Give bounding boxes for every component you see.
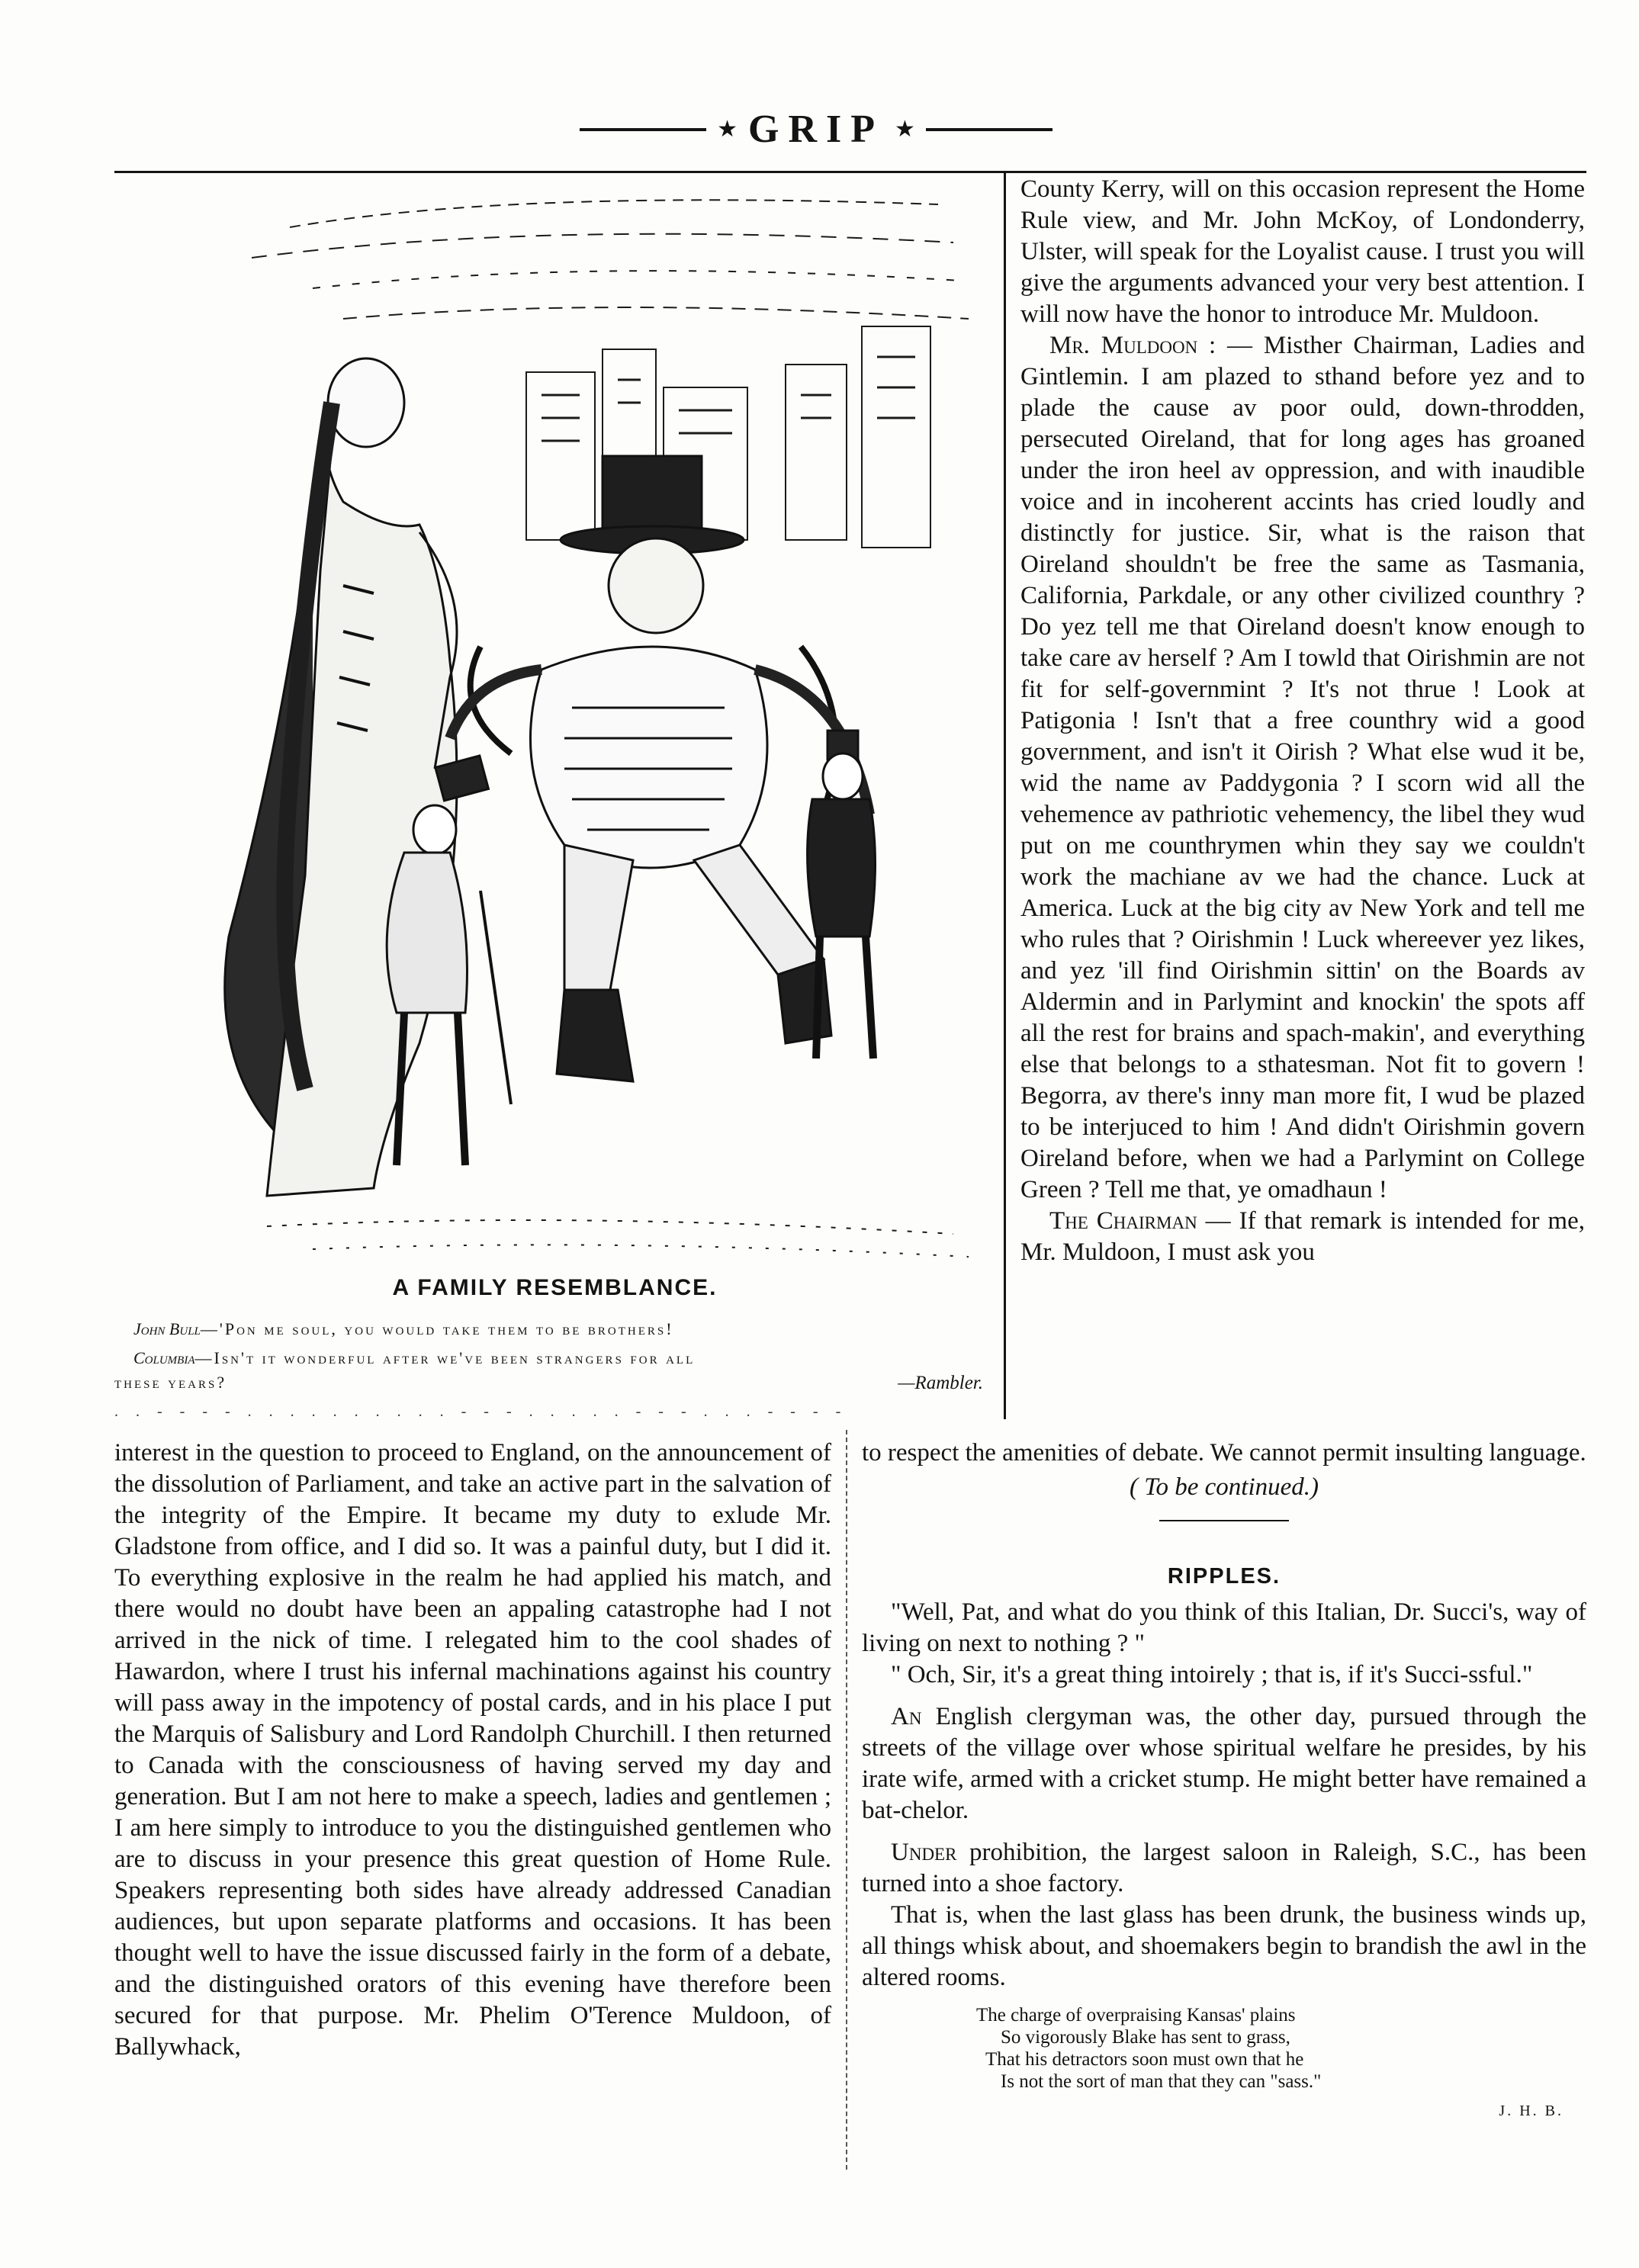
ripples-heading: RIPPLES. (1167, 1564, 1281, 1589)
masthead (580, 107, 1052, 153)
poem-line: That his detractors soon must own that he (985, 2049, 1304, 2070)
caption-line-john-bull (133, 1319, 980, 1339)
caption-text: these years? (114, 1373, 227, 1392)
top-rule (114, 171, 1586, 173)
signature: J. H. B. (1499, 2103, 1563, 2119)
speaker: Mr. Muldoon : (1049, 332, 1216, 359)
masthead-title: GRIP (748, 108, 884, 151)
poem (862, 2004, 1586, 2093)
cartoon-credit: —Rambler. (898, 1373, 983, 1393)
paragraph: interest in the question to proceed to England, on the announcement of the dissolution of Parliament, and take an active part in the salvation of the integrity of the Empire. It became my duty to exlude Mr. Gladstone from office, and I did so. It was a painful duty, but I did it. To everything explosive in the realm he had applied his match, and there would no doubt have been an appaling catastrophe had I not arrived in the nick of time. I relegated him to the cool shades of Hawardon, where I trust his infernal machinations against his country will pass away in the impotency of postal cards, and in his place I put the Marquis of Salisbury and Lord Randolph Churchill. I then returned to Canada with the consciousness of having served my day and generation. But I am not here to make a speech, ladies and gentlemen ; I am here simply to introduce to you the distinguished gentlemen who are to discuss in your presence this great question of Home Rule. Speakers representing both sides have already addressed Canadian audiences, but upon separate platforms and occasions. It has been thought well to have the issue discussed fairly in the form of a debate, and the distinguished orators of this evening have therefore been secured for that purpose. Mr. Phelim O'Terence Muldoon, of Ballywhack, (114, 1439, 831, 2061)
caption-speaker: John Bull (133, 1319, 201, 1338)
caption-text: —Isn't it wonderful after we've been strangers for all (194, 1348, 696, 1367)
masthead-rule-left (580, 128, 706, 131)
paragraph (862, 1837, 1586, 1900)
cartoon-illustration (114, 174, 995, 1272)
paragraph (862, 1701, 1586, 1826)
right-column (1020, 174, 1585, 1268)
paragraph (1020, 330, 1585, 1206)
paragraph: " Och, Sir, it's a great thing intoirely ; that is, if it's Succi-ssful." (891, 1661, 1533, 1688)
caption-line-columbia (133, 1348, 980, 1368)
paragraph-text: English clergyman was, the other day, pursued through the streets of the village over whose spiritual welfare he presides, by his irate wife, armed with a cricket stump. He might better have remained a bat-chelor. (862, 1703, 1586, 1824)
dotted-divider: . . - - - - . . . . . . . . . . - - - . . . . . - - - . . . - - - - (114, 1403, 848, 1418)
masthead-rule-right (926, 128, 1052, 131)
poem-line: So vigorously Blake has sent to grass, (1001, 2027, 1290, 2048)
star-ornament-icon: ★ (895, 117, 915, 142)
lower-right-column (862, 1438, 1586, 2127)
speaker: The Chairman (1049, 1207, 1197, 1235)
paragraph-text: — Misther Chairman, Ladies and Gintlemin. I am plazed to sthand before yez and to plade the cause av poor ould, down-throdden, persecuted Oireland, that for long ages has groaned under the iron heel av oppression, and with inaudible voice and in incoherent accints has cried loudly and distinctly for justice. Sir, what is the raison that Oireland shouldn't be free the same as Tasmania, California, Parkdale, or any other civilized counthry ? Do yez tell me that Oireland doesn't know enough to take care av herself ? Am I towld that Oirishmin are not fit for self-governmint ? It's not thrue ! Look at Patigonia ! Isn't that a free counthry wid a good government, and isn't it Oirish ? What else wud it be, wid the name av Paddygonia ? I scorn wid all the vehemence av pathriotic vehemency, the libel they wud put on me counthrymen whin they say we couldn't work the machiane av we had the chance. Luck at America. Luck at the big city av New York and tell me who rules that ? Oirishmin ! Luck whereever yez likes, and yez 'ill find Oirishmin sittin' on the Boards av Aldermin and in Parlymint and knockin' the spots aff all the rest for brains and spach-makin', and everything else that belongs to a sthatesman. Not fit to govern ! Begorra, av there's inny man more fit, I wud be plazed to be interjuced to him ! And didn't Oirishmin govern Oireland before, when we had a Parlymint on College Green ? Tell me that, ye omadhaun ! (1020, 332, 1585, 1203)
paragraph: County Kerry, will on this occasion represent the Home Rule view, and Mr. John McKoy, of Londonderry, Ulster, will speak for the Loyalist cause. I trust you will give the arguments advanced your very best attention. I will now have the honor to introduce Mr. Muldoon. (1020, 175, 1585, 328)
paragraph: to respect the amenities of debate. We cannot permit insulting language. (862, 1439, 1586, 1466)
lower-column-rule (846, 1430, 849, 2170)
left-column (114, 1438, 831, 2063)
paragraph (1020, 1206, 1585, 1268)
paragraph: "Well, Pat, and what do you think of this Italian, Dr. Succi's, way of living on next to nothing ? " (862, 1598, 1586, 1657)
lead-word: Under (891, 1839, 957, 1866)
cartoon-title: A FAMILY RESEMBLANCE. (392, 1275, 718, 1300)
paragraph: That is, when the last glass has been drunk, the business winds up, all things whisk about, and shoemakers begin to brandish the awl in the altered rooms. (862, 1901, 1586, 1991)
cartoon-drawing (114, 174, 995, 1272)
to-be-continued: ( To be continued.) (1129, 1473, 1319, 1501)
caption-speaker: Columbia (133, 1348, 195, 1367)
poem-line: Is not the sort of man that they can "sass." (1001, 2071, 1322, 2092)
star-ornament-icon: ★ (717, 117, 738, 142)
caption-line-continued (114, 1373, 961, 1393)
column-rule (1004, 172, 1006, 1419)
paragraph-text: — If that remark is intended for me, Mr. Muldoon, I must ask you (1020, 1207, 1585, 1266)
poem-line: The charge of overpraising Kansas' plains (976, 2005, 1296, 2025)
lead-word: An (891, 1703, 922, 1730)
paragraph-text: prohibition, the largest saloon in Raleigh, S.C., has been turned into a shoe factory. (862, 1839, 1586, 1897)
caption-text: —'Pon me soul, you would take them to be brothers! (200, 1319, 674, 1338)
section-rule (1159, 1520, 1289, 1521)
